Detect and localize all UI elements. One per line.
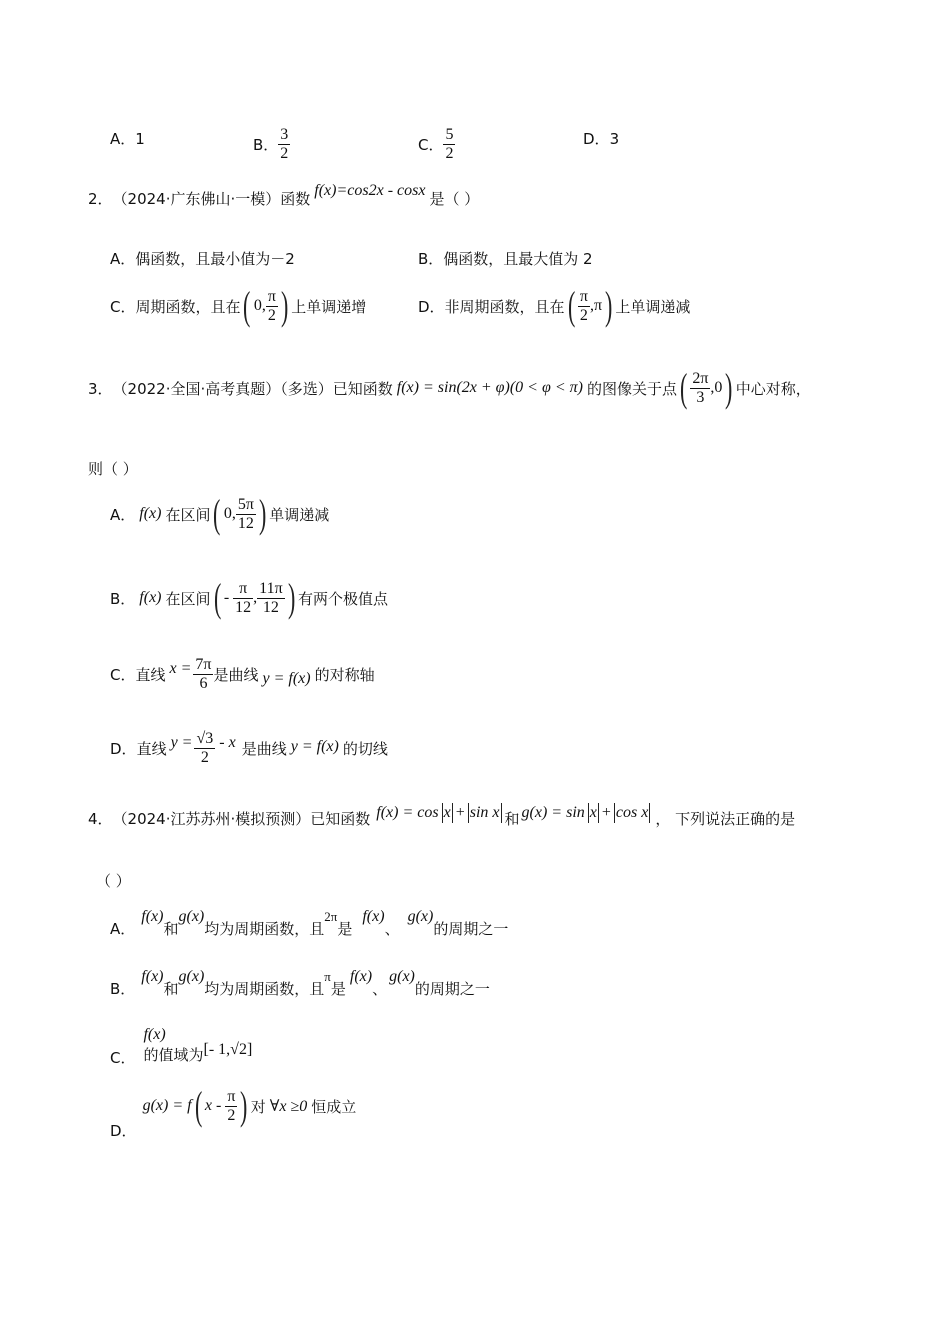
q4-option-b (110, 966, 490, 998)
function-expression: f(x) (139, 589, 162, 606)
option-label: B． (110, 980, 136, 998)
option-text: 上单调递增 (291, 297, 367, 316)
question-suffix: 是（ ） (429, 190, 480, 208)
interval-right: ,π (589, 297, 603, 314)
abs-bar (468, 803, 469, 823)
fraction: $\frac{√3}{2}$ (196, 730, 214, 766)
option-text: 的周期之一 (414, 980, 490, 998)
option-text: 有两个极值点 (297, 589, 388, 608)
function-expression: f(x) (139, 505, 162, 522)
fraction: $\frac{5\pi}{12}$ (237, 495, 254, 532)
math-expression: f(x) (349, 967, 373, 985)
q3-option-a (110, 491, 330, 536)
q3-option-c (110, 656, 375, 693)
math-expression: f(x) (141, 967, 164, 985)
option-label: D． (583, 130, 610, 148)
option-label: A． (110, 505, 136, 524)
q3-stem-line2: 则（ ） (88, 460, 138, 478)
fraction: $\frac{11\pi}{12}$ (259, 579, 283, 616)
right-paren: ) (725, 365, 733, 410)
q4-stem (88, 803, 796, 829)
math-expression: g(x) = f (142, 1097, 192, 1114)
plus-sign: + (455, 803, 465, 821)
option-label: D． (110, 740, 137, 758)
right-paren: ) (240, 1083, 248, 1128)
abs-bar (588, 803, 589, 823)
left-paren: ( (213, 575, 221, 620)
question-text: 和 (504, 810, 520, 828)
question-text: ， 下列说法正确的是 (655, 810, 796, 828)
abs-bar (614, 803, 615, 823)
option-label: A． (110, 130, 136, 148)
option-text: 上单调递减 (615, 297, 691, 316)
plus-sign: + (601, 803, 611, 821)
option-text: 在区间 (165, 589, 211, 608)
range-expression: [- 1,√2] (203, 1040, 253, 1058)
math-expression: g(x) (389, 967, 415, 985)
option-label: C． (418, 136, 444, 154)
option-text: 单调递减 (269, 505, 330, 524)
option-value: 1 (135, 129, 145, 148)
option-text: 、 (384, 920, 400, 938)
fraction: $\frac{\pi}{2}$ (267, 287, 276, 324)
function-expression: f(x)=cos2x - cosx (314, 181, 426, 199)
math-variable: x (443, 803, 451, 821)
option-label: D． (110, 1121, 137, 1140)
left-paren: ( (567, 283, 575, 328)
option-value: 3 (609, 129, 620, 148)
math-expression: f(x) (141, 907, 164, 925)
question-number: 2． (88, 190, 113, 208)
q2-option-c (110, 283, 367, 328)
point-right: ,0 (710, 379, 723, 396)
q1-option-c (418, 126, 455, 163)
math-expression: f(x) (143, 1026, 166, 1043)
option-text: 是 (330, 980, 346, 998)
fraction: $\frac{\pi}{2}$ (579, 287, 588, 324)
math-expression: x = (169, 659, 192, 677)
option-text: D．非周期函数，且在 (418, 297, 565, 316)
function-expression: f(x) = sin(2x + φ)(0 < φ < π) (396, 379, 583, 396)
math-expression: ∀x ≥0 (269, 1098, 308, 1115)
option-label: A． (110, 920, 136, 938)
option-label: C． (110, 1049, 136, 1067)
q2-option-a: A．偶函数，且最小值为－2 (110, 250, 295, 268)
fraction: $\frac{5}{2}$ (445, 126, 454, 162)
interval-left: 0, (223, 505, 236, 522)
question-number: 3． (88, 379, 113, 398)
question-number: 4． (88, 810, 113, 828)
q3-option-d (110, 730, 388, 767)
option-text: 和 (163, 920, 179, 938)
option-text: 是曲线 (241, 740, 287, 758)
option-text: 的值域为 (143, 1046, 204, 1064)
question-text: 中心对称， (735, 379, 811, 398)
fraction: $\frac{2\pi}{3}$ (692, 369, 709, 406)
option-text: 在区间 (165, 505, 211, 524)
option-text: 直线 (136, 740, 167, 758)
math-variable: x (589, 803, 597, 821)
math-expression: cos x (615, 803, 649, 821)
math-expression: 2π (324, 908, 338, 924)
math-expression: sin x (469, 803, 500, 821)
fraction: $\frac{7\pi}{6}$ (195, 656, 212, 692)
abs-bar (501, 803, 502, 823)
math-expression: f(x) = cos (376, 803, 439, 821)
option-label: C． (110, 666, 136, 684)
q3-stem (88, 365, 811, 410)
minus-sign: - (223, 589, 230, 606)
math-expression: y = f(x) (290, 737, 339, 755)
math-expression: π (324, 968, 331, 984)
option-text: 的对称轴 (314, 666, 375, 684)
abs-bar (442, 803, 443, 823)
question-source: （2024·江苏苏州·模拟预测）已知函数 (112, 810, 371, 828)
q4-option-a (110, 906, 509, 938)
math-expression: y = (170, 733, 193, 751)
comma: , (253, 589, 258, 606)
fraction: $\frac{\pi}{12}$ (235, 579, 252, 616)
right-paren: ) (287, 575, 295, 620)
left-paren: ( (194, 1083, 202, 1128)
math-expression: g(x) (178, 907, 205, 925)
option-label: B． (253, 136, 279, 154)
right-paren: ) (605, 283, 613, 328)
q2-option-b: B．偶函数，且最大值为 2 (418, 250, 593, 268)
abs-bar (649, 803, 650, 823)
math-expression: g(x) (407, 907, 434, 925)
math-expression: g(x) (178, 967, 205, 985)
fraction: $\frac{\pi}{2}$ (227, 1087, 236, 1124)
question-source: （2022·全国·高考真题）（多选）已知函数 (112, 379, 393, 398)
q2-stem (88, 181, 480, 209)
q4-option-d (110, 1083, 357, 1140)
math-expression: y = f(x) (262, 669, 311, 687)
option-text: 对 (250, 1097, 266, 1116)
option-text: 是曲线 (213, 666, 259, 684)
q1-option-a (110, 128, 145, 149)
question-text: 的图像关于点 (586, 379, 677, 398)
interval-left: 0, (253, 297, 266, 314)
q4-stem-line2: （ ） (96, 872, 131, 890)
math-expression: x - (204, 1097, 222, 1114)
q1-option-b (253, 126, 290, 163)
option-text: 均为周期函数，且 (204, 920, 325, 938)
left-paren: ( (213, 491, 221, 536)
option-text: 是 (337, 920, 353, 938)
right-paren: ) (258, 491, 267, 536)
q1-option-d (583, 128, 619, 149)
q4-option-c (110, 1026, 252, 1065)
math-expression: - x (219, 733, 236, 751)
q2-option-d (418, 283, 691, 328)
option-text: 的切线 (342, 740, 388, 758)
abs-bar (452, 803, 453, 823)
option-text: 的周期之一 (433, 920, 509, 938)
math-expression: f(x) (362, 907, 385, 925)
option-text: C．周期函数，且在 (110, 297, 241, 316)
left-paren: ( (243, 283, 251, 328)
q3-option-b (110, 575, 388, 620)
question-source: （2024·广东佛山·一模）函数 (112, 190, 311, 208)
math-expression: g(x) = sin (521, 803, 585, 821)
option-text: 恒成立 (311, 1097, 357, 1116)
fraction: $\frac{3}{2}$ (280, 126, 289, 162)
option-text: 、 (372, 980, 388, 998)
option-text: 均为周期函数，且 (204, 980, 325, 998)
option-text: 和 (163, 980, 179, 998)
left-paren: ( (679, 365, 688, 410)
right-paren: ) (280, 283, 289, 328)
option-text: 直线 (135, 666, 166, 684)
option-label: B． (110, 589, 136, 608)
abs-bar (598, 803, 599, 823)
